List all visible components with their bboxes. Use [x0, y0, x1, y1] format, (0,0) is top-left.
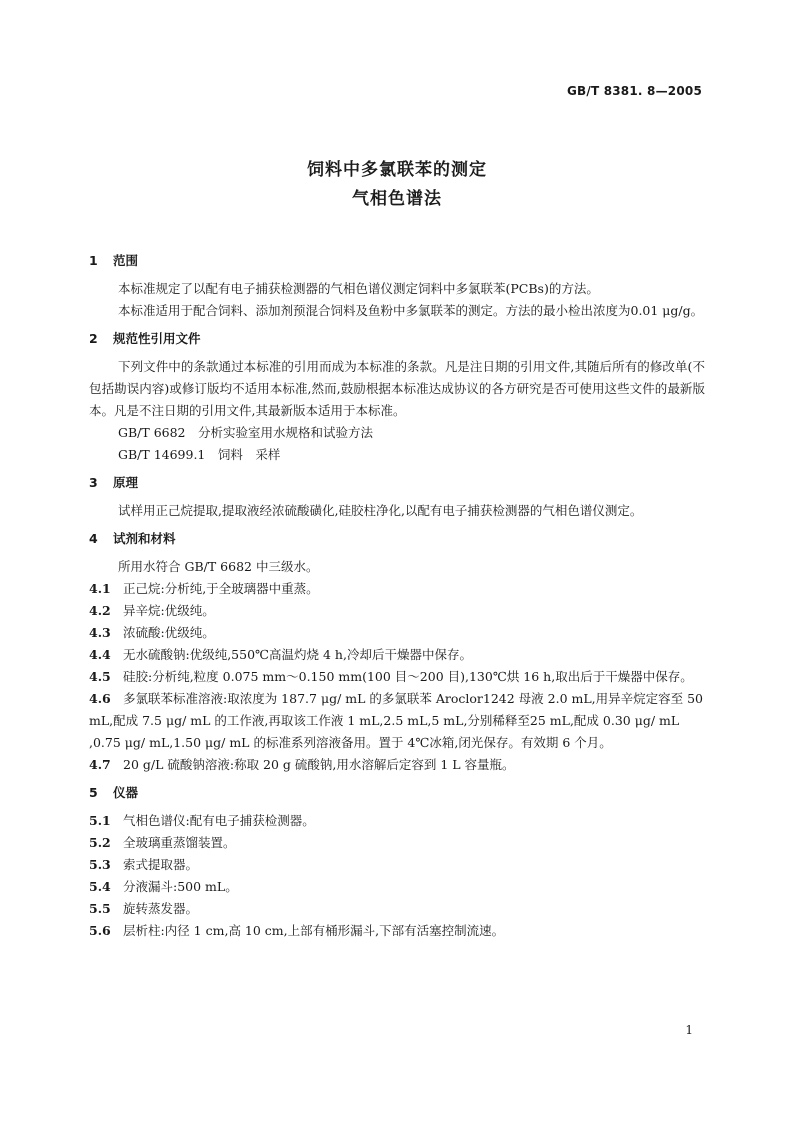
document-body — [89, 250, 705, 942]
section-number: 1 — [89, 253, 98, 268]
item-text: 分液漏斗:500 mL。 — [123, 879, 238, 894]
section-number: 2 — [89, 331, 98, 346]
standard-number: GB/T 8381. 8—2005 — [566, 84, 702, 98]
item-number: 5.5 — [89, 901, 111, 916]
item-number: 5.2 — [89, 835, 111, 850]
item-text: 异辛烷:优级纯。 — [123, 603, 215, 618]
item-text: 层析柱:内径 1 cm,高 10 cm,上部有桶形漏斗,下部有活塞控制流速。 — [123, 923, 505, 938]
list-item — [89, 898, 705, 920]
paragraph: 试样用正己烷提取,提取液经浓硫酸磺化,硅胶柱净化,以配有电子捕获检测器的气相色谱仪测定。 — [118, 503, 643, 518]
list-item — [89, 920, 705, 942]
item-number: 4.1 — [89, 581, 111, 596]
list-item — [89, 666, 705, 688]
item-text: 多氯联苯标准溶液:取浓度为 187.7 μg/ mL 的多氯联苯 Aroclor1242 母液 2.0 mL,用异辛烷定容至 50 mL,配成 7.5 μg/ mL 的工作液,再取该工作液 1 mL,2.5 mL,5 mL,分别稀释至25 mL,配成 0.30 μg/ mL ,0.75 μg/ mL,1.50 μg/ mL 的标准系列溶液备用。置于 4℃冰箱,闭光保存。有效期 6 个月。 — [89, 691, 703, 750]
paragraph: 本标准适用于配合饲料、添加剂预混合饲料及鱼粉中多氯联苯的测定。方法的最小检出浓度为0.01 μg/g。 — [118, 303, 704, 318]
section-heading — [89, 328, 705, 350]
section-title: 试剂和材料 — [113, 531, 176, 546]
item-text: 索式提取器。 — [123, 857, 199, 872]
section-heading — [89, 472, 705, 494]
section-number: 4 — [89, 531, 98, 546]
item-number: 5.4 — [89, 879, 111, 894]
section-title: 规范性引用文件 — [113, 331, 201, 346]
section-number: 3 — [89, 475, 98, 490]
item-text: 全玻璃重蒸馏装置。 — [123, 835, 236, 850]
item-text: 硅胶:分析纯,粒度 0.075 mm～0.150 mm(100 目～200 目),130℃烘 16 h,取出后于干燥器中保存。 — [123, 669, 693, 684]
item-number: 4.5 — [89, 669, 111, 684]
section-heading — [89, 250, 705, 272]
item-number: 4.2 — [89, 603, 111, 618]
list-item — [89, 622, 705, 644]
document-title: 饲料中多氯联苯的测定 — [307, 160, 487, 180]
list-item — [89, 854, 705, 876]
item-number: 4.4 — [89, 647, 111, 662]
section-heading — [89, 528, 705, 550]
section-title: 仪器 — [113, 785, 139, 800]
document-subtitle: 气相色谱法 — [352, 189, 442, 209]
item-text: 正己烷:分析纯,于全玻璃器中重蒸。 — [123, 581, 319, 596]
section-number: 5 — [89, 785, 98, 800]
list-item — [89, 832, 705, 854]
item-number: 4.3 — [89, 625, 111, 640]
item-text: 气相色谱仪:配有电子捕获检测器。 — [123, 813, 315, 828]
reference-item: GB/T 14699.1 饲料 采样 — [118, 447, 281, 462]
item-text: 无水硫酸钠:优级纯,550℃高温灼烧 4 h,冷却后干燥器中保存。 — [123, 647, 472, 662]
item-number: 5.1 — [89, 813, 111, 828]
list-item — [89, 600, 705, 622]
list-item — [89, 876, 705, 898]
item-number: 5.6 — [89, 923, 111, 938]
item-number: 5.3 — [89, 857, 111, 872]
section-title: 原理 — [113, 475, 139, 490]
item-text: 20 g/L 硫酸钠溶液:称取 20 g 硫酸钠,用水溶解后定容到 1 L 容量瓶。 — [123, 757, 515, 772]
list-item — [89, 688, 705, 754]
item-number: 4.7 — [89, 757, 111, 772]
paragraph: 下列文件中的条款通过本标准的引用而成为本标准的条款。凡是注日期的引用文件,其随后所有的修改单(不包括勘误内容)或修订版均不适用本标准,然而,鼓励根据本标准达成协议的各方研究是否可使用这些文件的最新版本。凡是不注日期的引用文件,其最新版本适用于本标准。 — [89, 359, 705, 418]
list-item — [89, 644, 705, 666]
item-text: 浓硫酸:优级纯。 — [123, 625, 215, 640]
reference-item: GB/T 6682 分析实验室用水规格和试验方法 — [118, 425, 374, 440]
section-title: 范围 — [113, 253, 139, 268]
list-item — [89, 810, 705, 832]
list-item — [89, 578, 705, 600]
paragraph: 本标准规定了以配有电子捕获检测器的气相色谱仪测定饲料中多氯联苯(PCBs)的方法。 — [118, 281, 599, 296]
list-item — [89, 754, 705, 776]
paragraph: 所用水符合 GB/T 6682 中三级水。 — [118, 559, 319, 574]
section-heading — [89, 782, 705, 804]
page-number: 1 — [685, 1023, 693, 1037]
item-number: 4.6 — [89, 691, 111, 706]
item-text: 旋转蒸发器。 — [123, 901, 199, 916]
